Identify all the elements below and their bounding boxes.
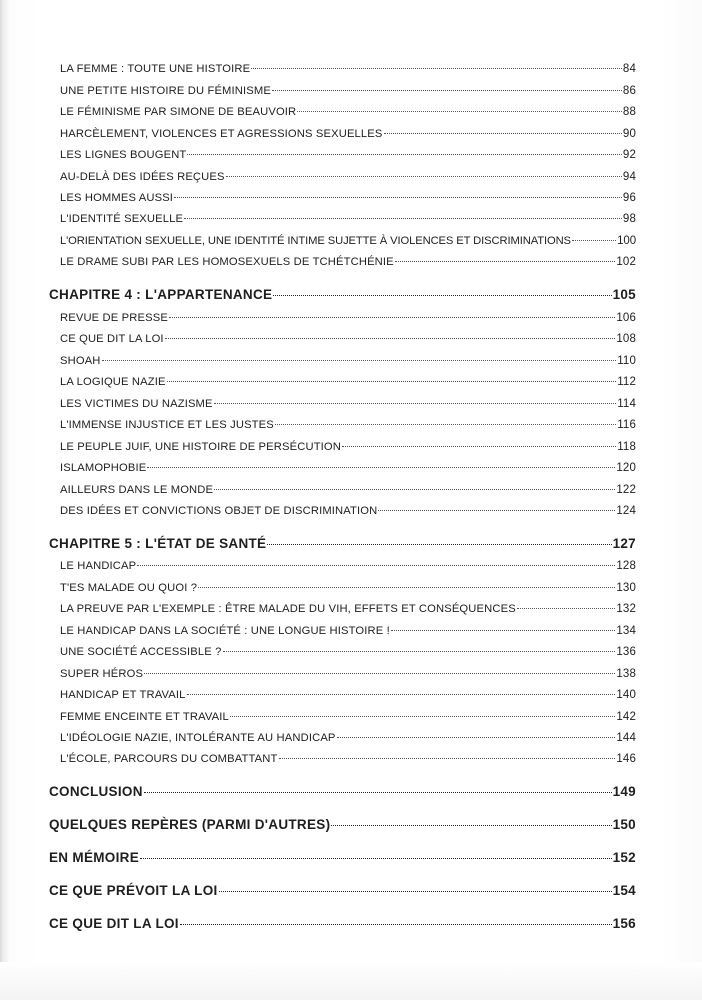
dot-leader [275,424,616,425]
dot-leader [230,716,615,717]
toc-entry-page: 110 [617,355,636,367]
toc-entry-page: 106 [616,312,636,324]
toc-entry-page: 114 [617,398,636,410]
toc-entry-title: LES HOMMES AUSSI [60,192,174,204]
dot-leader [165,338,616,339]
toc-entry-title: L'IDÉOLOGIE NAZIE, INTOLÉRANTE AU HANDICAP [60,732,336,744]
dot-leader [273,295,611,296]
dot-leader [279,758,616,759]
dot-leader [144,792,612,793]
toc-entry[interactable] [60,355,636,367]
dot-leader [214,403,617,404]
toc-entry[interactable] [60,646,636,658]
dot-leader [378,510,615,511]
toc-entry-title: AILLEURS DANS LE MONDE [60,484,214,496]
toc-entry-title: SHOAH [60,355,101,367]
toc-entry-title: HANDICAP ET TRAVAIL [60,689,186,701]
toc-entry-title: LE HANDICAP DANS LA SOCIÉTÉ : UNE LONGUE HISTOIRE ! [60,625,390,637]
toc-entry[interactable] [60,235,636,247]
toc-entry[interactable] [60,419,636,431]
toc-entry-title: LE HANDICAP [60,560,137,572]
toc-entry-title: LE DRAME SUBI PAR LES HOMOSEXUELS DE TCHÉTCHÉNIE [60,256,394,268]
toc-entry-page: 120 [616,462,636,474]
dot-leader [174,197,622,198]
section-title: QUELQUES REPÈRES (PARMI D'AUTRES) [49,817,331,832]
toc-entry-page: 140 [616,689,636,701]
dot-leader [102,360,617,361]
toc-entry-page: 134 [616,625,636,637]
toc-entry[interactable] [60,149,636,161]
section-title: CONCLUSION [49,784,143,799]
toc-entry-title: DES IDÉES ET CONVICTIONS OBJET DE DISCRIMINATION [60,505,378,517]
toc-entry-title: UNE PETITE HISTOIRE DU FÉMINISME [60,85,271,97]
dot-leader [517,608,616,609]
dot-leader [219,891,612,892]
chapter-heading[interactable] [49,287,636,302]
toc-entry-title: L'ÉCOLE, PARCOURS DU COMBATTANT [60,753,278,765]
toc-entry-page: 108 [616,333,636,345]
dot-leader [331,825,611,826]
dot-leader [384,133,622,134]
dot-leader [137,565,615,566]
toc-entry[interactable] [60,376,636,388]
toc-entry-page: 124 [616,505,636,517]
section-heading[interactable] [49,817,636,832]
toc-entry-page: 92 [622,149,636,161]
section-page: 149 [612,784,636,799]
section-page: 156 [612,916,636,931]
toc-entry[interactable] [60,85,636,97]
toc-entry-title: AU-DELÀ DES IDÉES REÇUES [60,171,225,183]
toc-entry-page: 96 [622,192,636,204]
dot-leader [395,261,616,262]
toc-entry-page: 118 [617,441,636,453]
dot-leader [147,467,615,468]
toc-entry-title: LES LIGNES BOUGENT [60,149,187,161]
dot-leader [184,218,622,219]
section-page: 150 [612,817,636,832]
toc-entry-page: 122 [616,484,636,496]
dot-leader [144,673,615,674]
toc-entry[interactable] [60,128,636,140]
toc-entry[interactable] [60,441,636,453]
toc-entry-title: HARCÈLEMENT, VIOLENCES ET AGRESSIONS SEXUELLES [60,128,383,140]
dot-leader [226,176,622,177]
toc-entry-page: 136 [616,646,636,658]
toc-entry[interactable] [60,603,636,615]
toc-entry-page: 128 [616,560,636,572]
dot-leader [572,240,616,241]
toc-entry-title: CE QUE DIT LA LOI [60,333,164,345]
dot-leader [223,651,616,652]
section-title: CE QUE PRÉVOIT LA LOI [49,883,218,898]
dot-leader [169,317,615,318]
toc-entry[interactable] [60,256,636,268]
toc-entry-page: 90 [622,128,636,140]
toc-entry-page: 100 [617,235,636,247]
toc-entry-title: L'IMMENSE INJUSTICE ET LES JUSTES [60,419,274,431]
toc-entry-page: 112 [617,376,636,388]
toc-entry-page: 130 [616,582,636,594]
toc-entry[interactable] [60,171,636,183]
toc-entry-title: LA FEMME : TOUTE UNE HISTOIRE [60,63,251,75]
toc-entry-title: L'ORIENTATION SEXUELLE, UNE IDENTITÉ INTIME SUJETTE À VIOLENCES ET DISCRIMINATIONS [60,235,571,247]
toc-entry-page: 86 [622,85,636,97]
chapter-page: 127 [612,536,636,551]
toc-entry-title: FEMME ENCEINTE ET TRAVAIL [60,711,229,723]
toc-entry[interactable] [60,753,636,765]
toc-entry[interactable] [60,505,636,517]
toc-entry-page: 102 [616,256,636,268]
section-page: 152 [612,850,636,865]
toc-entry-title: LA LOGIQUE NAZIE [60,376,166,388]
toc-entry[interactable] [60,711,636,723]
toc-entry-title: T'ES MALADE OU QUOI ? [60,582,198,594]
toc-entry-page: 116 [617,419,636,431]
toc-entry-title: LE PEUPLE JUIF, UNE HISTOIRE DE PERSÉCUTION [60,441,342,453]
toc-entry-title: LE FÉMINISME PAR SIMONE DE BEAUVOIR [60,106,297,118]
toc-entry-page: 88 [622,106,636,118]
toc-entry[interactable] [60,625,636,637]
dot-leader [187,154,621,155]
toc-entry[interactable] [60,484,636,496]
section-page: 154 [612,883,636,898]
section-heading[interactable] [49,850,636,865]
toc-entry-title: LA PREUVE PAR L'EXEMPLE : ÊTRE MALADE DU VIH, EFFETS ET CONSÉQUENCES [60,603,516,615]
dot-leader [251,68,622,69]
dot-leader [140,858,612,859]
toc-entry[interactable] [60,462,636,474]
toc-entry-title: ISLAMOPHOBIE [60,462,147,474]
section-title: EN MÉMOIRE [49,850,140,865]
toc-entry-page: 132 [616,603,636,615]
dot-leader [272,90,622,91]
toc-entry-page: 84 [622,63,636,75]
dot-leader [198,587,615,588]
toc-entry-page: 138 [616,668,636,680]
dot-leader [391,630,615,631]
toc-entry-title: UNE SOCIÉTÉ ACCESSIBLE ? [60,646,222,658]
toc-entry[interactable] [60,398,636,410]
toc-entry-page: 94 [622,171,636,183]
toc-entry[interactable] [60,213,636,225]
chapter-title: CHAPITRE 5 : L'ÉTAT DE SANTÉ [49,536,267,551]
toc-entry[interactable] [60,192,636,204]
toc-entry-page: 98 [622,213,636,225]
chapter-page: 105 [612,287,636,302]
toc-entry[interactable] [60,312,636,324]
toc-entry[interactable] [60,582,636,594]
dot-leader [267,544,611,545]
chapter-title: CHAPITRE 4 : L'APPARTENANCE [49,287,273,302]
toc-entry-title: SUPER HÉROS [60,668,144,680]
toc-entry[interactable] [60,689,636,701]
dot-leader [214,489,615,490]
toc-entry-title: REVUE DE PRESSE [60,312,168,324]
toc-entry-page: 146 [616,753,636,765]
toc-entry[interactable] [60,732,636,744]
dot-leader [180,924,612,925]
section-heading[interactable] [49,916,636,931]
toc-entry-page: 142 [616,711,636,723]
toc-entry[interactable] [60,106,636,118]
dot-leader [342,446,616,447]
toc-entry[interactable] [60,560,636,572]
toc-entry-page: 144 [616,732,636,744]
toc-entry-title: L'IDENTITÉ SEXUELLE [60,213,184,225]
toc-entry[interactable] [60,333,636,345]
chapter-heading[interactable] [49,536,636,551]
section-heading[interactable] [49,883,636,898]
toc-entry-title: LES VICTIMES DU NAZISME [60,398,213,410]
toc-entry[interactable] [60,63,636,75]
dot-leader [187,694,616,695]
dot-leader [337,737,616,738]
dot-leader [167,381,617,382]
toc-entry[interactable] [60,668,636,680]
dot-leader [297,111,622,112]
section-title: CE QUE DIT LA LOI [49,916,179,931]
section-heading[interactable] [49,784,636,799]
